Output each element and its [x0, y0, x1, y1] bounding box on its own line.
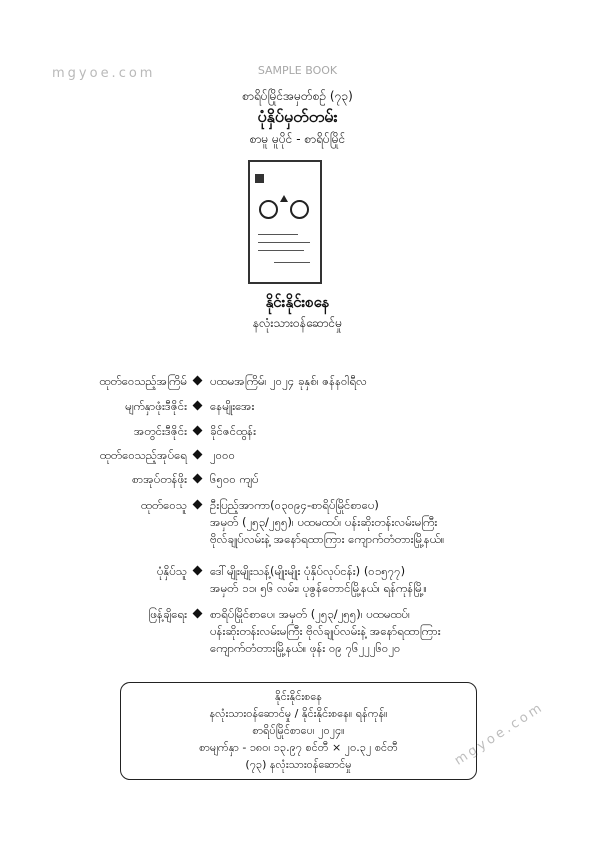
- diamond-bullet-icon: [193, 566, 203, 576]
- circle-icon: [259, 200, 278, 219]
- detail-label: ထုတ်ဝေသူ: [140, 498, 187, 512]
- detail-label: ပုံနှိပ်သူ: [156, 564, 187, 578]
- triangle-icon: [280, 195, 288, 202]
- publisher-name: နိုင်းနိုင်းစနေ: [265, 293, 330, 311]
- watermark-top: mgyoe.com: [52, 66, 156, 81]
- detail-label: ဖြန့်ချိရေး: [148, 607, 187, 621]
- diamond-bullet-icon: [193, 609, 203, 619]
- detail-label: ထုတ်ဝေသည့်အုပ်ရေ: [99, 448, 187, 462]
- detail-label: စာအုပ်တန်ဖိုး: [132, 472, 187, 486]
- detail-label: ထုတ်ဝေသည့်အကြိမ်: [99, 374, 187, 388]
- diamond-bullet-icon: [193, 426, 203, 436]
- detail-value: ဗိုလ်ချုပ်လမ်းနဲ့ အနော်ရထာကြား ကျောက်တံတားမြို့နယ်။: [210, 532, 445, 546]
- book-title: နလုံးသားဝန်ဆောင်မှု: [252, 316, 343, 330]
- detail-value: ၆၅၀၀ ကျပ်: [210, 472, 259, 486]
- detail-value: စာရိပ်မြိုင်စာပေ၊ အမှတ် (၂၅၃/၂၅၅)၊ ပထမထပ်၊: [210, 607, 410, 621]
- detail-value: ၂၀၀၀: [210, 448, 236, 462]
- detail-value: အမှတ် ၁၁၊ ၅၆ လမ်း၊ ပုဇွန်တောင်မြို့နယ်၊ ရန်ကုန်မြို့။: [210, 581, 428, 595]
- catalog-line: နိုင်းနိုင်းစနေ: [274, 690, 322, 703]
- detail-label: မျက်နှာဖုံးဒီဇိုင်း: [125, 399, 187, 413]
- catalog-line: စာမျက်နှာ - ၁၈၀၊ ၁၃.၉၇ စင်တီ × ၂၀.၃၂ စင်တီ: [199, 741, 398, 754]
- sample-book-label: SAMPLE BOOK: [257, 64, 338, 77]
- detail-value: ကျောက်တံတားမြို့နယ်။ ဖုန်း ၀၉ ၇၆၂၂၂၆၀၂၀: [210, 641, 401, 655]
- catalog-line: စာရိပ်မြိုင်စာပေ၊ ၂၀၂၄။: [252, 724, 345, 737]
- diamond-bullet-icon: [193, 450, 203, 460]
- series-number: စာရိပ်မြိုင်အမှတ်စဉ် (၇၃): [242, 89, 353, 103]
- diamond-bullet-icon: [193, 500, 203, 510]
- watermark-bottom: mgyoe.com: [452, 699, 547, 769]
- detail-value: ဦးပြည့်အာကာ(၀၃၀၉၄-စာရိပ်မြိုင်စာပေ): [210, 498, 379, 512]
- diamond-bullet-icon: [193, 376, 203, 386]
- catalog-line: နလုံးသားဝန်ဆောင်မှု / နိုင်းနိုင်းစနေ။ ရန်ကုန်။: [209, 707, 388, 720]
- diamond-bullet-icon: [193, 474, 203, 484]
- catalog-line: (၇၃) နလုံးသားဝန်ဆောင်မှု: [245, 758, 352, 771]
- cover-thumbnail: [248, 160, 322, 284]
- detail-value: အမှတ် (၂၅၃/၂၅၅)၊ ပထမထပ်၊ ပန်းဆိုးတန်းလမ်းမကြီး: [210, 515, 438, 529]
- page-title: ပုံနှိပ်မှတ်တမ်း: [257, 107, 338, 126]
- detail-value: ခိုင်ဇင်ထွန်း: [210, 424, 257, 438]
- detail-value: ပန်းဆိုးတန်းလမ်းမကြီး ဗိုလ်ချုပ်လမ်းနဲ့ အနော်ရထာကြား: [210, 624, 441, 638]
- diamond-bullet-icon: [193, 401, 203, 411]
- detail-value: ပထမအကြိမ်၊ ၂၀၂၄ ခုနှစ်၊ ဇန်နဝါရီလ: [210, 374, 367, 388]
- circle-icon: [290, 200, 309, 219]
- square-icon: [255, 174, 264, 183]
- detail-value: ဒေါ်မျိုးမျိုးသန့်(မျိုးမျိုး ပုံနှိပ်လုပ်ငန်း) (၀၁၅၇၇): [210, 564, 406, 578]
- catalog-box: [120, 682, 477, 780]
- detail-label: အတွင်းဒီဇိုင်း: [133, 424, 187, 438]
- detail-value: နေမျိုးအေး: [210, 399, 255, 413]
- copyright-line: စာမူ မူပိုင် - စာရိပ်မြိုင်: [249, 132, 346, 146]
